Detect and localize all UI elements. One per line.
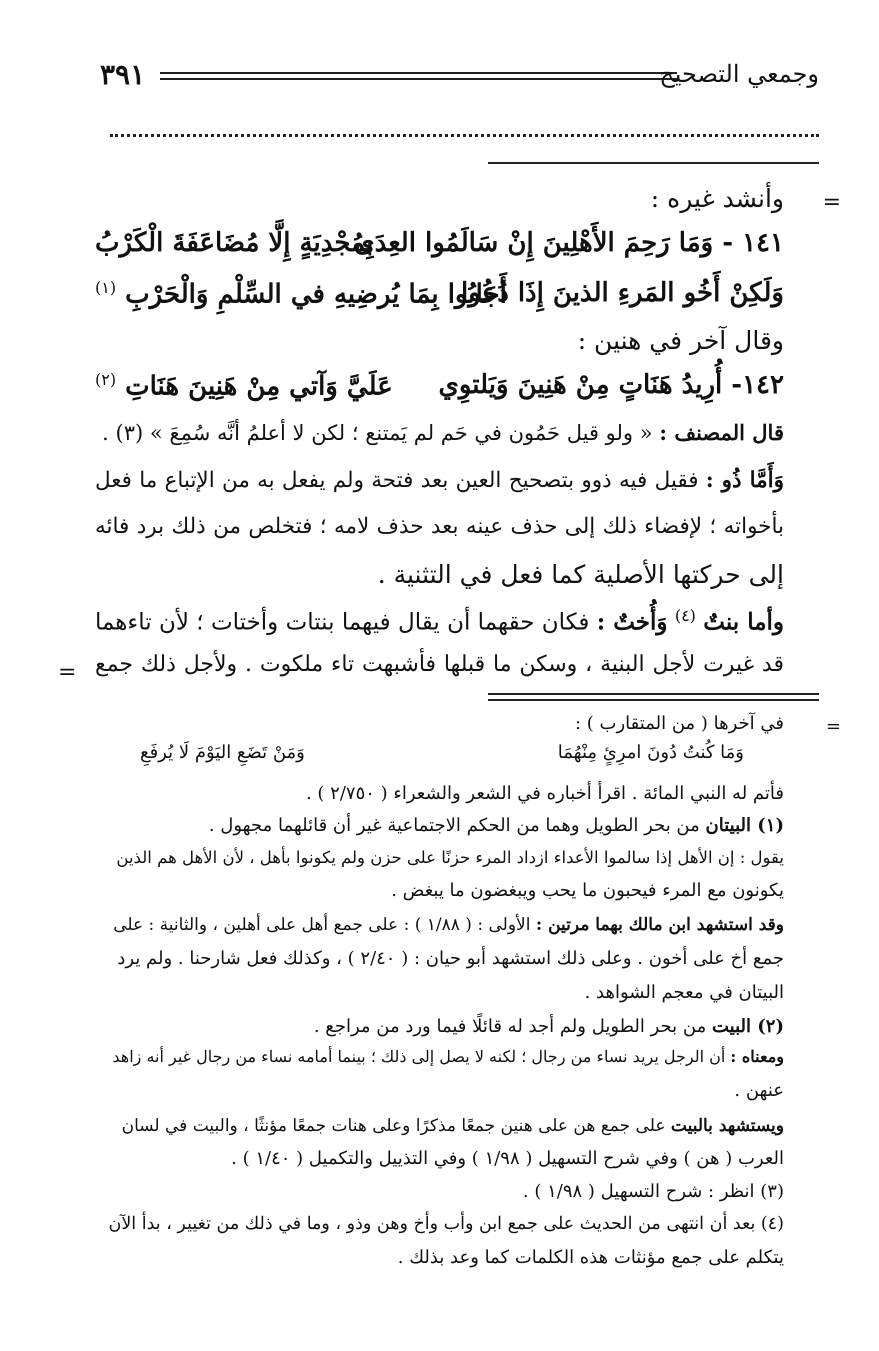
footnote-line: العرب ( هن ) وفي شرح التسهيل ( ١/٩٨ ) وفي التذييل والتكميل ( ١/٤٠ ) . (231, 1148, 784, 1169)
footnote-line: جمع أخ على أخون . وعلى ذلك استشهد أبو حيان : ( ٢/٤٠ ) ، وكذلك فعل شارحنا . ولم يرد (117, 948, 784, 969)
footnote-line: يتكلم على جمع مؤنثات هذه الكلمات كما وعد بذلك . (397, 1247, 784, 1268)
paragraph-label: وَأَمَّا ذُو : (705, 468, 784, 493)
footnote-marker: (٤) (674, 606, 696, 625)
paragraph-line: بأخواته ؛ لإفضاء ذلك إلى حذف عينه بعد حذف لامه ؛ فتخلص من ذلك برد فائه (95, 514, 784, 539)
header-rule (160, 72, 677, 74)
verse-hemistich-right: ١٤١ - وَمَا رَحِمَ الأَهْلِينَ إِنْ سَالَمُوا العِدَى (354, 228, 784, 258)
verse-hemistich-left: عَلَيَّ وَآتي مِنْ هَنِينَ هَنَاتِ $^{(٢)}$ (95, 370, 393, 402)
verse-141 (95, 228, 784, 268)
verse-hemistich-right: وَمَا كُنتُ دُونَ امرِئٍ مِنْهُمَا (557, 742, 744, 763)
footnote-line: يقول : إن الأهل إذا سالموا الأعداء ازداد المرء حزنًا على حزن ولم يكونوا بأهل ، لأن الأهل هم الذين (116, 848, 784, 867)
footnote-1: (١) البيتان من بحر الطويل وهما من الحكم الاجتماعية غير أن قائلهما مجهول . (208, 815, 784, 836)
verse-hemistich-left: أَجَابُوا بِمَا يُرضِيهِ في السِّلْمِ وَالْحَرْبِ $^{(١)}$ (95, 278, 507, 310)
footnote-line: البيتان في معجم الشواهد . (584, 982, 784, 1003)
paragraph-line (95, 420, 784, 445)
footnote-line: يكونون مع المرء فيحبون ما يحب ويبغضون ما يبغض . (391, 880, 784, 901)
paragraph-line (95, 468, 784, 493)
footnote-line: ومعناه : أن الرجل يريد نساء من رجال ؛ لكنه لا يصل إلى ذلك ؛ بينما أمامه نساء من رجال غير أنه زاهد (112, 1047, 784, 1066)
footnote-line: عنهن . (734, 1080, 784, 1101)
footnote-marker: (٢) (95, 370, 117, 389)
page-header (100, 58, 819, 94)
running-title: وجمعي التصحيح (659, 60, 819, 88)
paragraph-line: قد غيرت لأجل البنية ، وسكن ما قبلها فأشبهت تاء ملكوت . ولأجل ذلك جمع (95, 652, 784, 677)
verse-141b (95, 278, 784, 318)
footnote-line: في آخرها ( من المتقارب ) : (575, 713, 784, 734)
continuation-mark: = (825, 716, 841, 737)
footnote-line: ويستشهد بالبيت على جمع هن على هنين جمعًا مذكرًا وعلى هنات جمعًا مؤنثًا ، والبيت في لسان (121, 1116, 784, 1136)
footnote-rule (488, 693, 819, 695)
footnote-line: وقد استشهد ابن مالك بهما مرتين : الأولى : ( ١/٨٨ ) : على جمع أهل على أهلين ، والثانية : على (113, 915, 784, 935)
paragraph-label: قال المصنف : (659, 420, 784, 445)
footnote-rule (488, 699, 819, 701)
paragraph-label: وأما بنتٌ (703, 608, 785, 636)
paragraph-line: إلى حركتها الأصلية كما فعل في التثنية . (377, 560, 784, 589)
verse-hemistich-left: وَمَنْ تَضَعِ اليَوْمَ لَا يُرفَعِ (140, 742, 305, 763)
intro-line: وأنشد غيره : (650, 184, 784, 213)
verse-hemistich-left: بِمُجْدِيَةٍ إِلَّا مُضَاعَفَةَ الْكَرْبُ (95, 228, 374, 258)
footnote-separator-top (488, 162, 819, 164)
paragraph-label: وَأُختٌ : (596, 608, 668, 636)
paragraph-text: فقيل فيه ذوو بتصحيح العين بعد فتحة ولم يفعل به من الإتباع ما فعل (95, 468, 699, 493)
footnote-4: (٤) بعد أن انتهى من الحديث على جمع ابن وأب وأخ وهن وذو ، وما في ذلك من تغيير ، بدأ الآن (108, 1214, 784, 1234)
footnote-3: (٣) انظر : شرح التسهيل ( ١/٩٨ ) . (522, 1181, 784, 1202)
header-rule (160, 78, 677, 80)
footnote-marker: (١) (95, 278, 117, 297)
continuation-mark: = (822, 190, 841, 215)
page-number: ٣٩١ (100, 58, 146, 91)
verse-142 (95, 370, 784, 410)
continuation-mark: = (58, 660, 77, 685)
intro-line: وقال آخر في هنين : (577, 326, 784, 355)
paragraph-text: « ولو قيل حَمُون في حَم لم يَمتنع ؛ لكن لا أعلمُ أنَّه سُمِعَ » (٣) . (102, 421, 653, 445)
footnote-line: فأتم له النبي المائة . اقرأ أخباره في الشعر والشعراء ( ٢/٧٥٠ ) . (305, 783, 784, 804)
verse-hemistich-right: ١٤٢- أُرِيدُ هَنَاتٍ مِنْ هَنِينَ وَيَلتوِي (438, 370, 784, 400)
paragraph-text: فكان حقهما أن يقال فيهما بنتات وأختات ؛ لأن تاءهما (95, 609, 590, 636)
verse-hemistich-right: وَلَكِنْ أَخُو المَرءِ الذينَ إِذَا دُعُوا (461, 278, 784, 308)
footnote-2: (٢) البيت من بحر الطويل ولم أجد له قائلًا فيما ورد من مراجع . (313, 1016, 784, 1037)
dotted-separator (110, 134, 819, 137)
paragraph-line (95, 606, 784, 636)
